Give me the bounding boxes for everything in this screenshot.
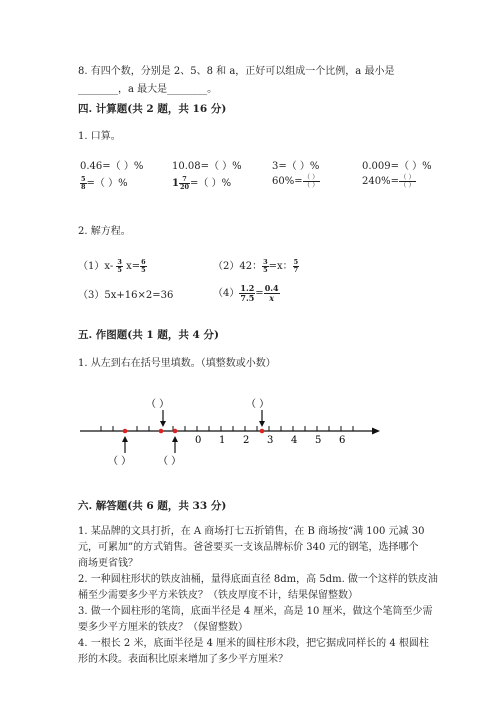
- fraction: $\frac{5}{8}$: [81, 175, 86, 191]
- equation-4: （4） $\frac{1.2}{7.5}$ = $\frac{0.4}{x}$: [213, 283, 279, 303]
- fraction: $\frac{( )}{( )}$: [303, 173, 319, 189]
- oral-calc-2: 10.08=（ ）%: [172, 161, 242, 172]
- fraction: $\frac{7}{20}$: [179, 175, 190, 191]
- section-6-title: 六. 解答题(共 6 题，共 33 分): [78, 500, 227, 512]
- oral-calc-3: 3=（ ）%: [272, 161, 320, 172]
- blank-top-1: （ ）: [146, 399, 170, 410]
- fraction: $\frac{1.2}{7.5}$: [240, 283, 255, 303]
- oral-calc-8: 240%= $\frac{( )}{( )}$: [362, 173, 416, 189]
- fraction: $\frac{5}{7}$: [293, 258, 299, 274]
- q5-1-title: 1. 从左到右在括号里填数。（填整数或小数）: [78, 358, 276, 369]
- oral-calc-6: 1 $\frac{7}{20}$ =（ ）%: [172, 175, 232, 191]
- equation-2: （2）42： $\frac{3}{5}$ =x： $\frac{5}{7}$: [213, 258, 299, 274]
- answer-q4-line-2: 形的木段。表面积比原来增加了多少平方厘米？: [78, 654, 288, 665]
- oral-calc-5: $\frac{5}{8}$ =（ ）%: [81, 175, 128, 191]
- answer-q3-line-2: 要多少平方厘米的铁皮？（保留整数）: [78, 622, 248, 633]
- point-marker: [173, 429, 178, 434]
- section-4-title: 四. 计算题(共 2 题，共 16 分): [78, 103, 227, 115]
- up-arrow-icon: [172, 436, 178, 453]
- blank-bottom-1: （ ）: [108, 456, 132, 467]
- oral-calc-4: 0.009=（ ）%: [362, 161, 432, 172]
- section-5-title: 五. 作图题(共 1 题，共 4 分): [78, 329, 219, 341]
- q4-2-title: 2. 解方程。: [78, 226, 131, 237]
- oral-calc-7: 60%= $\frac{( )}{( )}$: [272, 173, 319, 189]
- fraction: $\frac{0.4}{x}$: [264, 283, 279, 303]
- fraction: $\frac{3}{5}$: [263, 258, 268, 274]
- answer-q4-line-1: 4. 一根长 2 米，底面半径是 4 厘米的圆柱形木段，把它据成同样长的 4 根圆柱: [78, 638, 429, 649]
- fraction: $\frac{3}{5}$: [117, 258, 122, 274]
- fraction: $\frac{6}{5}$: [141, 258, 146, 274]
- answer-q2-line-2: 桶至少需要多少平方米铁皮？（铁皮厚度不计，结果保留整数）: [78, 590, 358, 601]
- point-marker: [159, 429, 164, 434]
- answer-q1-line-2: 元，可累加”的方式销售。爸爸要买一支该品牌标价 340 元的钢笔，选择哪个: [78, 542, 419, 553]
- blank-bottom-2: （ ）: [158, 456, 182, 467]
- tick-label: 5: [315, 435, 322, 446]
- q8-line-2: ________，a 最大是________。: [78, 84, 218, 95]
- q4-1-title: 1. 口算。: [78, 131, 121, 142]
- tick-marks: [101, 426, 353, 431]
- up-arrow-icon: [122, 436, 128, 453]
- axis-arrow-icon: [372, 428, 380, 435]
- point-marker: [123, 429, 128, 434]
- oral-calc-1: 0.46=（ ）%: [80, 161, 144, 172]
- equation-3: （3）5x+16×2=36: [78, 290, 174, 301]
- point-marker: [260, 429, 265, 434]
- answer-q1-line-3: 商场更省钱？: [78, 558, 138, 569]
- q8-line-1: 8. 有四个数，分别是 2、5、8 和 a，正好可以组成一个比例，a 最小是: [78, 66, 395, 77]
- tick-label: 1: [219, 435, 226, 446]
- answer-q3-line-1: 3. 做一个圆柱形的笔筒，底面半径是 4 厘米，高是 10 厘米，做这个笔筒至少需: [78, 606, 433, 617]
- blank-top-2: （ ）: [246, 399, 270, 410]
- tick-label: 6: [339, 435, 346, 446]
- tick-label: 0: [195, 435, 202, 446]
- tick-label: 2: [243, 435, 250, 446]
- fraction: $\frac{( )}{( )}$: [399, 173, 416, 189]
- equation-1: （1）x- $\frac{3}{5}$ x= $\frac{6}{5}$: [78, 258, 146, 274]
- answer-q1-line-1: 1. 某品牌的文具打折，在 A 商场打七五折销售，在 B 商场按“满 100 元减 30: [78, 526, 425, 537]
- tick-label: 3: [267, 435, 274, 446]
- tick-label: 4: [291, 435, 298, 446]
- number-line-figure: [0, 385, 500, 475]
- answer-q2-line-1: 2. 一种圆柱形状的铁皮油桶，量得底面直径 8dm，高 5dm. 做一个这样的铁皮油: [78, 574, 438, 585]
- down-arrow-icon: [259, 410, 265, 427]
- down-arrow-icon: [160, 410, 166, 427]
